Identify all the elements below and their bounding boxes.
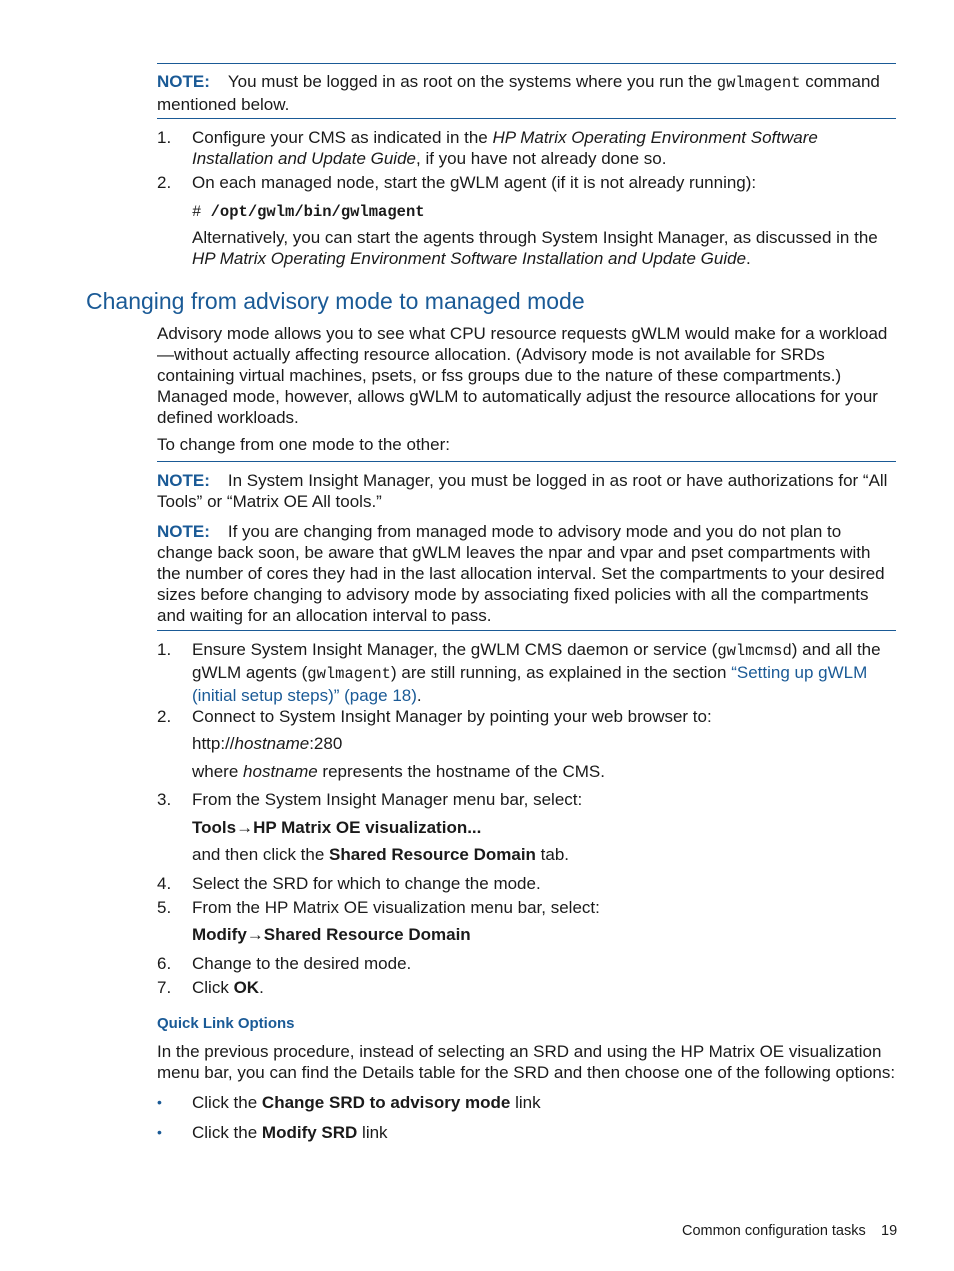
step-7-text: Click OK. (192, 978, 264, 997)
step-2-text: On each managed node, start the gWLM agent (if it is not already running): (192, 173, 757, 192)
note-text: You must be logged in as root on the systems where you run the (227, 72, 717, 91)
inline-code: gwlmagent (307, 665, 391, 683)
note-bottom-rule (157, 630, 896, 631)
note-2 (157, 470, 897, 512)
inline-code: gwlmcmsd (717, 642, 792, 660)
step-5-text: From the HP Matrix OE visualization menu bar, select: (192, 898, 600, 917)
page-number: 19 (881, 1223, 898, 1239)
note-top-rule (157, 461, 896, 462)
step-number: 5. (157, 898, 172, 917)
step-number: 3. (157, 790, 172, 809)
change-paragraph: To change from one mode to the other: (157, 435, 450, 454)
inline-code: gwlmagent (716, 74, 801, 92)
arrow-icon: → (246, 925, 264, 944)
command-line (192, 200, 897, 223)
step-number: 4. (157, 874, 172, 893)
step-1-text: Ensure System Insight Manager, the gWLM CMS daemon or service (gwlmcmsd) and all the gWLM agents (gwlmagent) are still running, as explained in the section “Setting up gWLM (initial setup steps)” (page 18). (192, 640, 881, 705)
note-bottom-rule (157, 118, 896, 119)
bullet-item: Click the Change SRD to advisory mode link (192, 1093, 541, 1112)
bullet-icon: • (157, 1124, 162, 1140)
step-number: 1. (157, 640, 172, 659)
footer-section: Common configuration tasks (682, 1223, 866, 1239)
note-top-rule (157, 63, 896, 64)
note-label: NOTE: (157, 522, 210, 541)
cross-reference-link[interactable]: “Setting up gWLM (initial setup steps)” (page 18) (192, 663, 868, 705)
quick-link-paragraph: In the previous procedure, instead of selecting an SRD and using the HP Matrix OE visualization menu bar, you can find the Details table for the SRD and then choose one of the following options: (157, 1042, 896, 1082)
step-number: 2. (157, 173, 172, 192)
note-label: NOTE: (157, 72, 210, 91)
url-example: http://hostname:280 (192, 734, 343, 753)
guide-title: HP Matrix Operating Environment Software Installation and Update Guide (192, 249, 747, 268)
subheading: Quick Link Options (157, 1015, 295, 1032)
step-4-text: Select the SRD for which to change the mode. (192, 874, 541, 893)
menu-path: Modify→Shared Resource Domain (192, 925, 471, 944)
note-text: If you are changing from managed mode to advisory mode and you do not plan to change back soon, be aware that gWLM leaves the npar and vpar and pset compartments with the number of cores they had in the last allocation interval. Set the compartments to your desired sizes before changing to advisory mode by associating fixed policies with all the compartments and waiting for an allocation interval to pass. (157, 522, 885, 625)
section-title: Changing from advisory mode to managed mode (86, 288, 585, 314)
step-number: 1. (157, 128, 172, 147)
hostname-explanation: where hostname represents the hostname of the CMS. (192, 762, 605, 781)
note-3 (157, 521, 897, 626)
step-2-text: Connect to System Insight Manager by pointing your web browser to: (192, 707, 712, 726)
step-number: 2. (157, 707, 172, 726)
note-label: NOTE: (157, 471, 210, 490)
alternative-text: Alternatively, you can start the agents through System Insight Manager, as discussed in the HP Matrix Operating Environment Software Installation and Update Guide. (192, 228, 878, 268)
step-3-text: From the System Insight Manager menu bar, select: (192, 790, 583, 809)
arrow-icon: → (236, 818, 254, 837)
step-number: 6. (157, 954, 172, 973)
guide-title: HP Matrix Operating Environment Software Installation and Update Guide (192, 128, 818, 168)
intro-paragraph: Advisory mode allows you to see what CPU resource requests gWLM would make for a workload—without actually affecting resource allocation. (Advisory mode is not available for SRDs containing virtual machines, psets, or fss groups due to the nature of these compartments.) Managed mode, however, allows gWLM to automatically adjust the resource allocations for your defined workloads. (157, 324, 888, 427)
note-text: In System Insight Manager, you must be logged in as root or have authorizations for “All Tools” or “Matrix OE All tools.” (157, 471, 888, 511)
step-6-text: Change to the desired mode. (192, 954, 412, 973)
step-number: 7. (157, 978, 172, 997)
command-prompt: # (192, 203, 211, 221)
bullet-item: Click the Modify SRD link (192, 1123, 388, 1142)
note-1 (157, 71, 897, 115)
tab-instruction: and then click the Shared Resource Domain tab. (192, 845, 570, 864)
command: /opt/gwlm/bin/gwlmagent (210, 203, 425, 221)
bullet-icon: • (157, 1094, 162, 1110)
step-1-text: Configure your CMS as indicated in the HP Matrix Operating Environment Software Installation and Update Guide, if you have not already done so. (192, 128, 818, 168)
note-text: command mentioned below. (157, 72, 880, 114)
menu-path: Tools→HP Matrix OE visualization... (192, 818, 482, 837)
